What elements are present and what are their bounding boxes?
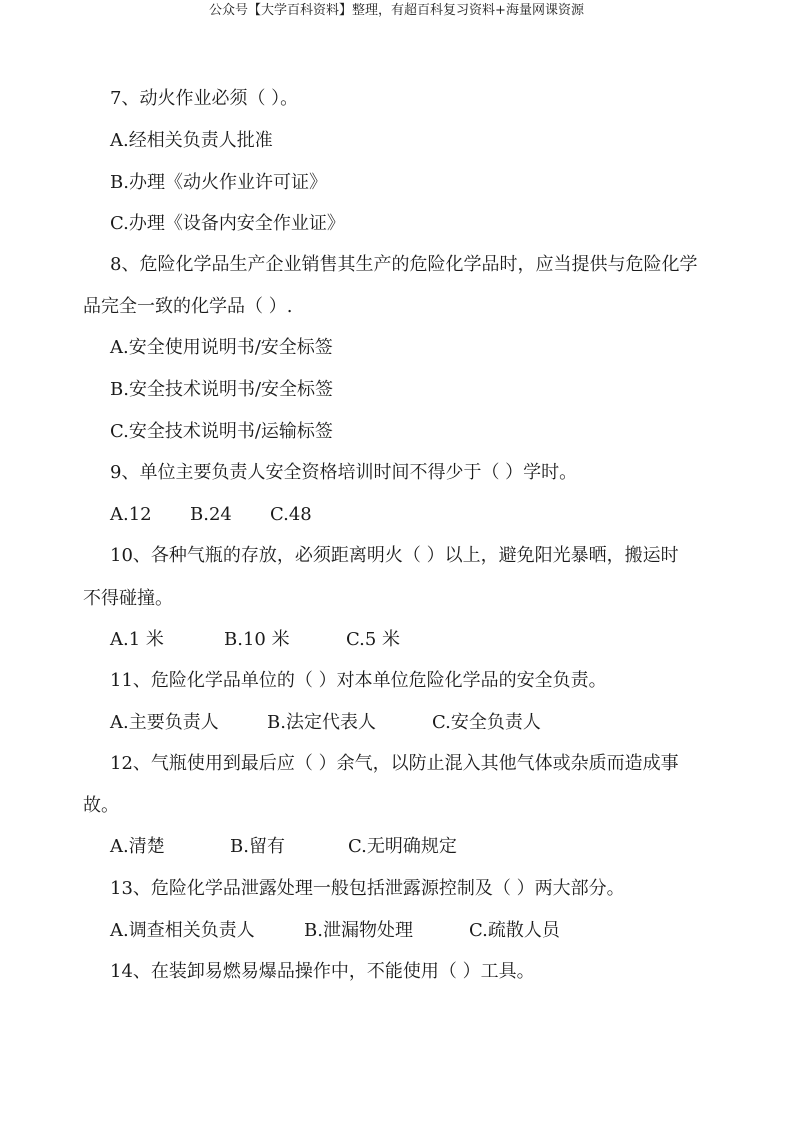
q10-option-b: B.10 米 <box>224 629 290 650</box>
q12-option-c: C.无明确规定 <box>348 836 457 857</box>
q9-option-c: C.48 <box>270 504 312 525</box>
q7-option-c: C.办理《设备内安全作业证》 <box>110 213 345 234</box>
q7-option-a: A.经相关负责人批准 <box>110 130 273 151</box>
q13-option-c: C.疏散人员 <box>469 920 560 941</box>
question-14: 14、在装卸易燃易爆品操作中，不能使用（ ）工具。 <box>110 961 535 982</box>
q7-option-b: B.办理《动火作业许可证》 <box>110 172 327 193</box>
q11-option-b: B.法定代表人 <box>267 712 376 733</box>
q9-option-a: A.12 <box>110 504 152 525</box>
q12-option-b: B.留有 <box>230 836 285 857</box>
q11-option-a: A.主要负责人 <box>110 712 219 733</box>
question-12-line-1: 12、气瓶使用到最后应（ ）余气，以防止混入其他气体或杂质而造成事 <box>110 753 679 774</box>
question-8-line-1: 8、危险化学品生产企业销售其生产的危险化学品时，应当提供与危险化学 <box>110 254 698 275</box>
question-10-line-2: 不得碰撞。 <box>83 588 173 609</box>
question-10-line-1: 10、各种气瓶的存放，必须距离明火（ ）以上，避免阳光暴晒，搬运时 <box>110 545 679 566</box>
q8-option-c: C.安全技术说明书/运输标签 <box>110 421 333 442</box>
q10-option-a: A.1 米 <box>110 629 164 650</box>
page-header: 公众号【大学百科资料】整理，有超百科复习资料+海量网课资源 <box>209 3 584 18</box>
question-12-line-2: 故。 <box>83 795 119 816</box>
q13-option-b: B.泄漏物处理 <box>304 920 413 941</box>
q13-option-a: A.调查相关负责人 <box>110 920 255 941</box>
question-9: 9、单位主要负责人安全资格培训时间不得少于（ ）学时。 <box>110 462 578 483</box>
question-11: 11、危险化学品单位的（ ）对本单位危险化学品的安全负责。 <box>110 670 607 691</box>
q11-option-c: C.安全负责人 <box>432 712 541 733</box>
q12-option-a: A.清楚 <box>110 836 165 857</box>
question-8-line-2: 品完全一致的化学品（ ）. <box>83 296 293 317</box>
q10-option-c: C.5 米 <box>346 629 401 650</box>
q9-option-b: B.24 <box>190 504 232 525</box>
q8-option-a: A.安全使用说明书/安全标签 <box>110 337 333 358</box>
question-7: 7、动火作业必须（ ）。 <box>110 88 299 109</box>
q8-option-b: B.安全技术说明书/安全标签 <box>110 379 334 400</box>
question-13: 13、危险化学品泄露处理一般包括泄露源控制及（ ）两大部分。 <box>110 878 625 899</box>
